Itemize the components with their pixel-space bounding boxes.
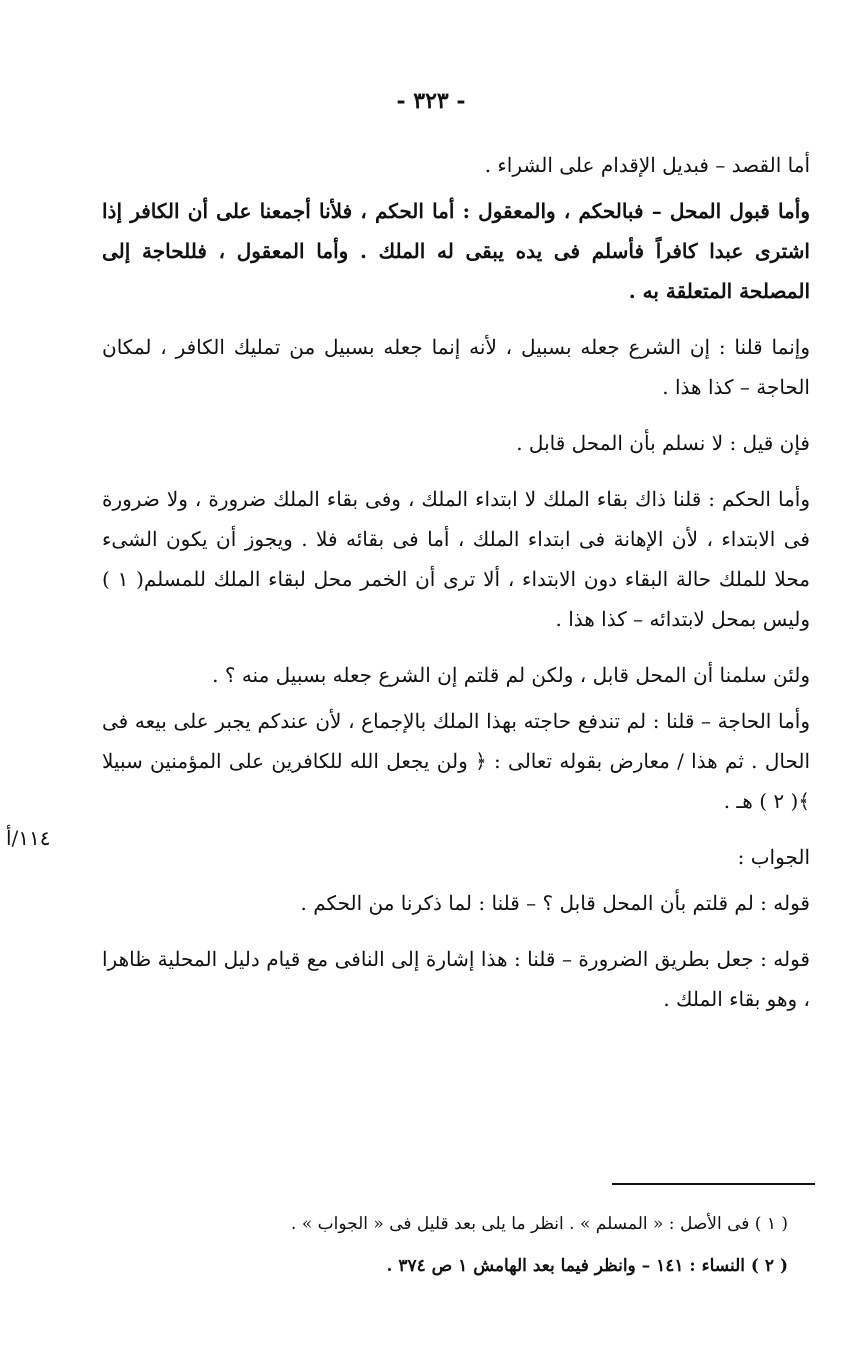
margin-folio-note: ١١٤/أ [6, 826, 51, 850]
footnote-divider [612, 1183, 815, 1185]
footnote-2: ( ٢ ) النساء : ١٤١ – وانظر فيما بعد الهامش ١ ص ٣٧٤ . [386, 1256, 788, 1276]
paragraph-acceptance: وأما قبول المحل – فبالحكم ، والمعقول : أما الحكم ، فلأنا أجمعنا على أن الكافر إذا اشترى عبدا كافراً فأسلم فى يده يبقى له الملك . وأما المعقول ، فللحاجة إلى المصلحة المتعلقة به . [102, 199, 810, 303]
paragraph-answer-two: قوله : جعل بطريق الضرورة – قلنا : هذا إشارة إلى النافى مع قيام دليل المحلية ظاهرا ، وهو بقاء الملك . [102, 947, 810, 1011]
page-number: - ٣٢٣ - [396, 88, 466, 114]
footnotes [200, 1203, 788, 1287]
paragraph-ruling: وأما الحكم : قلنا ذاك بقاء الملك لا ابتداء الملك ، وفى بقاء الملك ضرورة ، ولا ضرورة فى الابتداء ، لأن الإهانة فى ابتداء الملك ، أما فى بقائه فلا . ويجوز أن يكون الشىء محلا للملك حالة البقاء دون الابتداء ، ألا ترى أن الخمر محل لبقاء الملك للمسلم( ١ ) وليس بمحل لابتدائه – كذا هذا . [102, 487, 810, 631]
footnote-1: ( ١ ) فى الأصل : « المسلم » . انظر ما يلى بعد قليل فى « الجواب » . [291, 1214, 788, 1234]
paragraph-intent: أما القصد – فبديل الإقدام على الشراء . [484, 153, 810, 177]
paragraph-concession: ولئن سلمنا أن المحل قابل ، ولكن لم قلتم إن الشرع جعله بسبيل منه ؟ . [212, 663, 810, 687]
paragraph-answer-heading: الجواب : [737, 845, 810, 869]
paragraph-answer-one: قوله : لم قلتم بأن المحل قابل ؟ – قلنا : لما ذكرنا من الحكم . [300, 891, 810, 915]
paragraph-sharia-path: وإنما قلنا : إن الشرع جعله بسبيل ، لأنه إنما جعله بسبيل من تمليك الكافر ، لمكان الحاجة – كذا هذا . [102, 335, 810, 399]
paragraph-need: وأما الحاجة – قلنا : لم تندفع حاجته بهذا الملك بالإجماع ، لأن عندكم يجبر على بيعه فى الحال . ثم هذا / معارض بقوله تعالى : ﴿ ولن يجعل الله للكافرين على المؤمنين سبيلا ﴾( ٢ ) هـ . [102, 709, 810, 813]
main-text [102, 145, 810, 1035]
paragraph-objection: فإن قيل : لا نسلم بأن المحل قابل . [516, 431, 810, 455]
